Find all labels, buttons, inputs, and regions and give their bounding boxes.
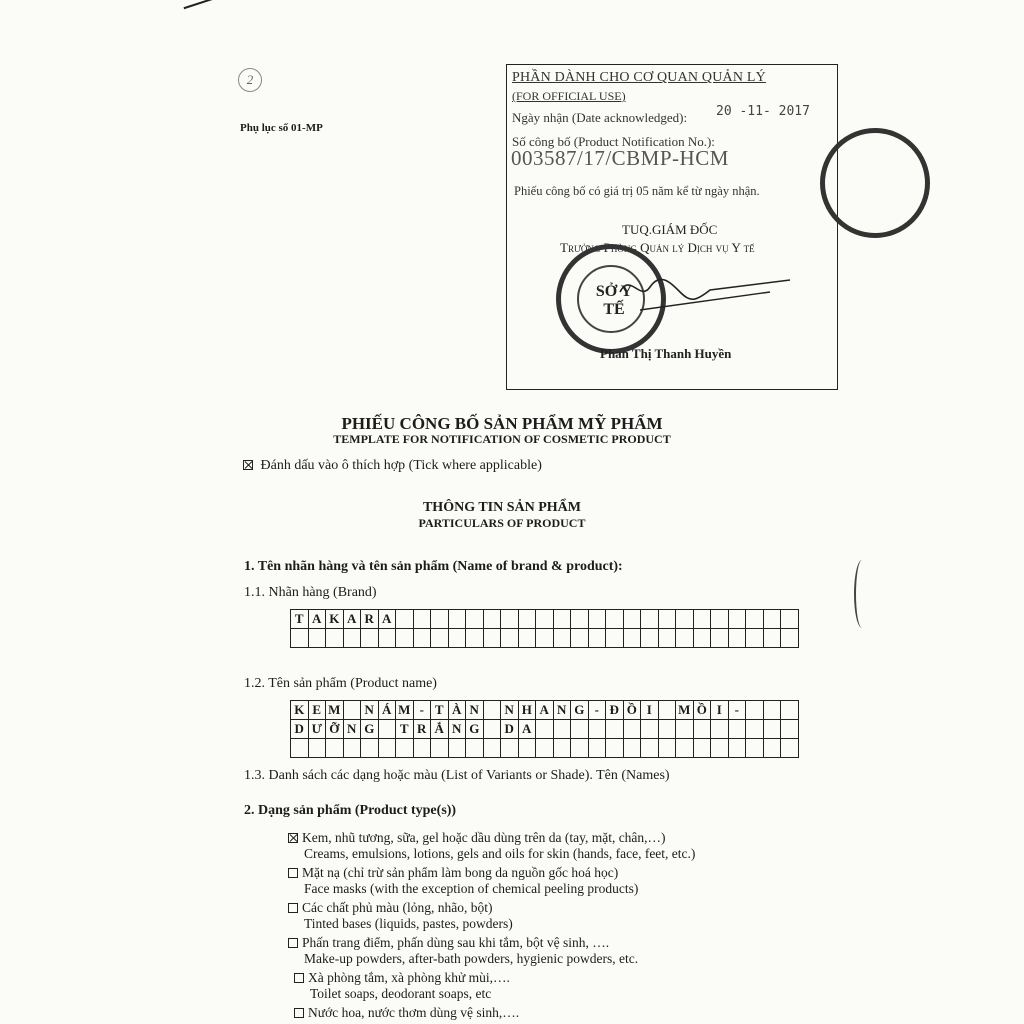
product-row-3 (291, 739, 799, 758)
seal-stamp-edge (820, 128, 930, 238)
grid-cell (606, 610, 624, 629)
date-value: 20 -11- 2017 (716, 104, 810, 119)
grid-cell (711, 629, 729, 648)
tick-note-text: Đánh dấu vào ô thích hợp (Tick where applicable) (260, 458, 542, 473)
grid-cell: - (588, 701, 606, 720)
grid-cell (448, 629, 466, 648)
checkbox-icon[interactable] (288, 938, 298, 948)
grid-cell (448, 739, 466, 758)
grid-cell (781, 629, 799, 648)
grid-cell: Ồ (623, 701, 641, 720)
grid-cell (693, 610, 711, 629)
grid-cell: M (676, 701, 694, 720)
grid-cell: D (501, 720, 519, 739)
grid-cell (553, 720, 571, 739)
grid-cell (571, 739, 589, 758)
question-1-3: 1.3. Danh sách các dạng hoặc màu (List of Variants or Shade). Tên (Names) (244, 768, 670, 783)
grid-cell (291, 629, 309, 648)
grid-cell: Ồ (693, 701, 711, 720)
grid-cell (308, 739, 326, 758)
grid-cell: A (536, 701, 554, 720)
grid-cell (746, 701, 764, 720)
grid-cell (763, 701, 781, 720)
grid-cell (728, 629, 746, 648)
grid-cell (711, 610, 729, 629)
product-type-en: Make-up powders, after-bath powders, hygienic powders, etc. (304, 951, 639, 966)
grid-cell (711, 739, 729, 758)
grid-cell (588, 610, 606, 629)
grid-cell: A (308, 610, 326, 629)
grid-cell (571, 720, 589, 739)
question-2: 2. Dạng sản phẩm (Product type(s)) (244, 803, 457, 818)
grid-cell (693, 720, 711, 739)
edge-scan-mark (854, 560, 870, 628)
tick-legend-checkbox-icon (243, 460, 253, 470)
grid-cell: N (501, 701, 519, 720)
product-type-item (288, 900, 513, 932)
grid-cell (378, 720, 396, 739)
grid-cell: M (396, 701, 414, 720)
sign-title-director: TUQ.GIÁM ĐỐC (622, 222, 718, 237)
grid-cell (728, 610, 746, 629)
grid-cell (571, 610, 589, 629)
grid-cell (501, 629, 519, 648)
grid-cell: Ư (308, 720, 326, 739)
grid-cell (326, 629, 344, 648)
validity-note: Phiếu công bố có giá trị 05 năm kể từ ngày nhận. (514, 184, 760, 198)
stamp-center-text: SỞ Y TẾ (595, 283, 633, 318)
grid-cell (728, 739, 746, 758)
grid-cell: N (553, 701, 571, 720)
grid-cell: R (361, 610, 379, 629)
grid-cell (518, 739, 536, 758)
grid-cell (763, 739, 781, 758)
grid-cell (431, 610, 449, 629)
grid-cell (676, 629, 694, 648)
grid-cell (413, 629, 431, 648)
sign-title-department: Trưởng Phòng Quản lý Dịch vụ Y tế (560, 240, 755, 255)
grid-cell: I (711, 701, 729, 720)
grid-cell (396, 739, 414, 758)
grid-cell: T (431, 701, 449, 720)
grid-cell: R (413, 720, 431, 739)
grid-cell (553, 610, 571, 629)
grid-cell (396, 629, 414, 648)
grid-cell: Đ (606, 701, 624, 720)
grid-cell: K (326, 610, 344, 629)
grid-cell: E (308, 701, 326, 720)
grid-cell: G (361, 720, 379, 739)
product-row-2 (291, 720, 799, 739)
form-title-en: TEMPLATE FOR NOTIFICATION OF COSMETIC PRODUCT (333, 432, 671, 446)
grid-cell (641, 739, 659, 758)
grid-cell (658, 720, 676, 739)
form-title-vi: PHIẾU CÔNG BỐ SẢN PHẨM MỸ PHẨM (341, 414, 663, 433)
grid-cell (763, 720, 781, 739)
grid-cell (571, 629, 589, 648)
date-label: Ngày nhận (Date acknowledged): (512, 110, 688, 125)
grid-cell (553, 629, 571, 648)
product-type-vi: Nước hoa, nước thơm dùng vệ sinh,…. (308, 1005, 520, 1020)
grid-cell: - (728, 701, 746, 720)
product-type-item (294, 970, 510, 1002)
grid-cell (746, 629, 764, 648)
grid-cell (623, 629, 641, 648)
grid-cell (746, 610, 764, 629)
grid-cell (378, 629, 396, 648)
grid-cell: A (343, 610, 361, 629)
product-type-vi: Xà phòng tắm, xà phòng khử mùi,…. (308, 970, 510, 985)
grid-cell (448, 610, 466, 629)
checkbox-icon[interactable] (294, 1008, 304, 1018)
grid-cell (361, 739, 379, 758)
grid-cell (501, 739, 519, 758)
product-type-vi: Các chất phủ màu (lỏng, nhão, bột) (302, 900, 493, 915)
grid-cell (396, 610, 414, 629)
product-type-vi: Mặt nạ (chỉ trừ sản phẩm làm bong da nguồn gốc hoá học) (302, 865, 619, 880)
grid-cell (781, 720, 799, 739)
grid-cell: M (326, 701, 344, 720)
grid-cell (676, 739, 694, 758)
grid-cell (501, 610, 519, 629)
grid-cell (518, 629, 536, 648)
grid-cell (431, 739, 449, 758)
product-type-vi: Phấn trang điểm, phấn dùng sau khi tắm, bột vệ sinh, …. (302, 935, 610, 950)
grid-cell (781, 701, 799, 720)
grid-cell (413, 610, 431, 629)
grid-cell (658, 739, 676, 758)
question-1: 1. Tên nhãn hàng và tên sản phẩm (Name of brand & product): (244, 559, 623, 574)
product-type-en: Toilet soaps, deodorant soaps, etc (310, 986, 492, 1001)
checkbox-icon[interactable] (288, 903, 298, 913)
checkbox-icon[interactable] (288, 833, 298, 843)
official-title: PHẦN DÀNH CHO CƠ QUAN QUẢN LÝ (512, 70, 766, 85)
grid-cell (658, 610, 676, 629)
grid-cell (623, 720, 641, 739)
grid-cell (343, 701, 361, 720)
grid-cell (676, 610, 694, 629)
grid-cell (326, 739, 344, 758)
product-type-item (288, 935, 638, 967)
grid-cell: T (291, 610, 309, 629)
grid-cell (588, 739, 606, 758)
grid-cell: À (448, 701, 466, 720)
grid-cell: G (466, 720, 484, 739)
grid-cell (781, 739, 799, 758)
grid-cell (483, 739, 501, 758)
grid-cell (606, 720, 624, 739)
grid-cell (711, 720, 729, 739)
grid-cell (483, 629, 501, 648)
grid-cell: N (361, 701, 379, 720)
appendix-label: Phụ lục số 01-MP (240, 122, 323, 134)
product-type-vi: Kem, nhũ tương, sữa, gel hoặc dầu dùng trên da (tay, mặt, chân,…) (302, 830, 666, 845)
brand-row-1 (291, 610, 799, 629)
grid-cell (378, 739, 396, 758)
grid-cell (413, 739, 431, 758)
product-type-item (288, 830, 695, 862)
product-type-en: Creams, emulsions, lotions, gels and oils for skin (hands, face, feet, etc.) (304, 846, 696, 861)
grid-cell (641, 629, 659, 648)
grid-cell (518, 610, 536, 629)
grid-cell (483, 701, 501, 720)
product-type-item (288, 865, 638, 897)
grid-cell (746, 739, 764, 758)
checkbox-icon[interactable] (288, 868, 298, 878)
page-number: 2 (238, 68, 262, 92)
grid-cell (466, 629, 484, 648)
section-title-vi: THÔNG TIN SẢN PHẨM (422, 500, 582, 515)
product-type-en: Tinted bases (liquids, pastes, powders) (304, 916, 513, 931)
grid-cell (536, 720, 554, 739)
grid-cell: Á (378, 701, 396, 720)
grid-cell: I (641, 701, 659, 720)
grid-cell (658, 701, 676, 720)
grid-cell (606, 629, 624, 648)
product-type-en: Face masks (with the exception of chemical peeling products) (304, 881, 639, 896)
grid-cell (623, 610, 641, 629)
grid-cell (693, 629, 711, 648)
grid-cell (588, 629, 606, 648)
grid-cell: H (518, 701, 536, 720)
grid-cell (641, 610, 659, 629)
grid-cell (588, 720, 606, 739)
grid-cell (343, 739, 361, 758)
question-1-2: 1.2. Tên sản phẩm (Product name) (244, 676, 437, 691)
corner-scan-mark (184, 0, 217, 9)
grid-cell (658, 629, 676, 648)
grid-cell (466, 610, 484, 629)
grid-cell: N (343, 720, 361, 739)
grid-cell (746, 720, 764, 739)
grid-cell (676, 720, 694, 739)
grid-cell: D (291, 720, 309, 739)
product-row-1 (291, 701, 799, 720)
grid-cell (291, 739, 309, 758)
product-name-grid (290, 700, 799, 758)
grid-cell (553, 739, 571, 758)
grid-cell (728, 720, 746, 739)
grid-cell (693, 739, 711, 758)
grid-cell: N (466, 701, 484, 720)
grid-cell (361, 629, 379, 648)
checkbox-icon[interactable] (294, 973, 304, 983)
grid-cell (343, 629, 361, 648)
grid-cell: T (396, 720, 414, 739)
grid-cell: Ỡ (326, 720, 344, 739)
grid-cell: A (378, 610, 396, 629)
grid-cell (763, 610, 781, 629)
tick-note (243, 458, 542, 474)
signature (600, 262, 800, 322)
grid-cell: G (571, 701, 589, 720)
grid-cell (641, 720, 659, 739)
grid-cell: Ắ (431, 720, 449, 739)
section-title-en: PARTICULARS OF PRODUCT (418, 516, 586, 530)
notification-label: Số công bố (Product Notification No.): (512, 134, 715, 149)
grid-cell (483, 610, 501, 629)
brand-row-2 (291, 629, 799, 648)
official-subtitle: (FOR OFFICIAL USE) (512, 89, 626, 103)
signer-name: Phan Thị Thanh Huyền (600, 346, 732, 361)
grid-cell (763, 629, 781, 648)
notification-number: 003587/17/CBMP-HCM (511, 146, 729, 170)
grid-cell: - (413, 701, 431, 720)
grid-cell: K (291, 701, 309, 720)
grid-cell (536, 610, 554, 629)
grid-cell: A (518, 720, 536, 739)
grid-cell (536, 739, 554, 758)
grid-cell (431, 629, 449, 648)
question-1-1: 1.1. Nhãn hàng (Brand) (244, 585, 377, 600)
grid-cell: N (448, 720, 466, 739)
grid-cell (483, 720, 501, 739)
grid-cell (308, 629, 326, 648)
product-type-item (294, 1005, 519, 1021)
grid-cell (623, 739, 641, 758)
grid-cell (781, 610, 799, 629)
grid-cell (536, 629, 554, 648)
grid-cell (606, 739, 624, 758)
grid-cell (466, 739, 484, 758)
brand-grid (290, 609, 799, 648)
